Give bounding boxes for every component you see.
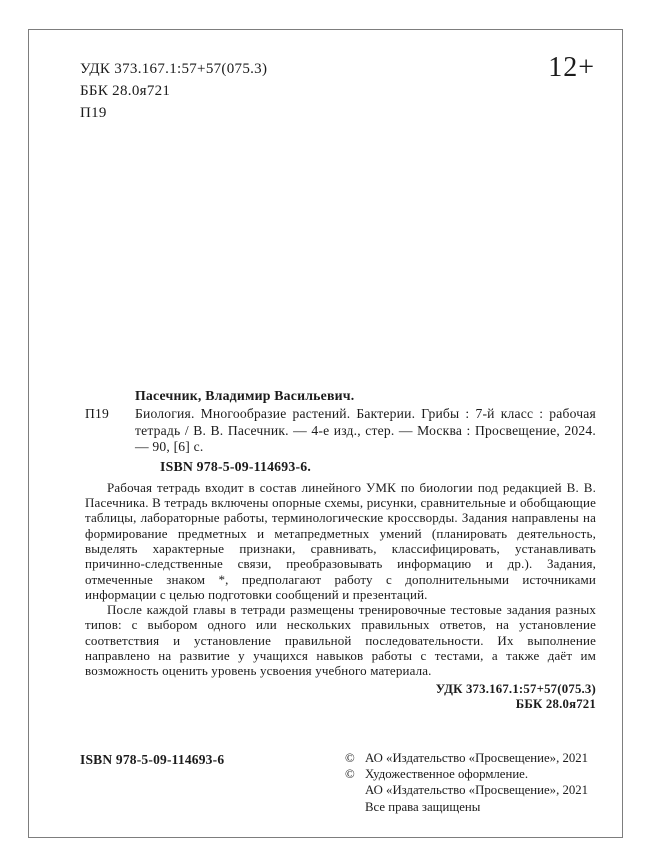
annotation-block: [85, 480, 596, 679]
bibliographic-description: [85, 406, 596, 456]
bottom-udk-code: УДК 373.167.1:57+57(075.3): [435, 681, 596, 696]
copyright-text: АО «Издательство «Просвещение», 2021: [365, 783, 589, 798]
classification-codes: [80, 58, 267, 124]
age-rating-badge: 12+: [548, 52, 595, 83]
bibliographic-description-text: Биология. Многообразие растений. Бактерии. Грибы : 7-й класс : рабочая тетрадь / В. В. Пасечник. — 4-е изд., стер. — Москва : Просвещение, 2024. — 90, [6] с.: [135, 406, 596, 455]
copyright-symbol: ©: [345, 751, 355, 765]
copyright-line: [345, 750, 588, 766]
bottom-classification-codes: [85, 682, 596, 713]
udk-code: УДК 373.167.1:57+57(075.3): [80, 61, 268, 77]
copyright-symbol: [345, 782, 365, 798]
annotation-paragraph-1: Рабочая тетрадь входит в состав линейного УМК по биологии под редакцией В. В. Пасечника. В тетрадь включены опорные схемы, рисунки, сравнительные и обобщающие таблицы, лабораторные работы, терминологические кроссворды. Задания направлены на формирование предметных и метапредметных умений (планировать деятельность, выделять характерные признаки, сравнивать, классифицировать, устанавливать причинно-следственные связи, преобразовывать информацию и др.). Задания, отмеченные знаком *, предполагают работу с дополнительными источниками информации с целью подготовки сообщений и презентаций.: [85, 479, 596, 602]
copyright-line: [345, 782, 588, 798]
copyright-symbol: [345, 799, 365, 815]
isbn-heading: ISBN 978-5-09-114693-6.: [160, 458, 312, 474]
copyright-text: АО «Издательство «Просвещение», 2021: [365, 751, 589, 765]
footer-isbn: ISBN 978-5-09-114693-6: [80, 752, 225, 767]
main-text-block: [85, 388, 596, 713]
annotation-paragraph-2: После каждой главы в тетради размещены тренировочные тестовые задания разных типов: с выбором одного или нескольких правильных ответов, на установление соответствия и установление правильной последовательности. Их выполнение направлено на развитие у учащихся навыков работы с тестами, а также даёт им возможность оценить уровень усвоения учебного материала.: [85, 602, 596, 679]
bbk-code: ББК 28.0я721: [80, 83, 171, 99]
authors-sign-code: П19: [80, 105, 107, 121]
copyright-text: Все права защищены: [365, 799, 481, 814]
bottom-bbk-code: ББК 28.0я721: [515, 697, 596, 712]
copyright-line: [345, 766, 588, 782]
entry-code: П19: [85, 406, 110, 421]
copyright-line: [345, 799, 588, 815]
author-heading: Пасечник, Владимир Васильевич.: [135, 388, 355, 403]
copyright-symbol: ©: [345, 767, 355, 782]
copyright-text: Художественное оформление.: [365, 767, 529, 782]
copyright-block: [345, 750, 588, 815]
